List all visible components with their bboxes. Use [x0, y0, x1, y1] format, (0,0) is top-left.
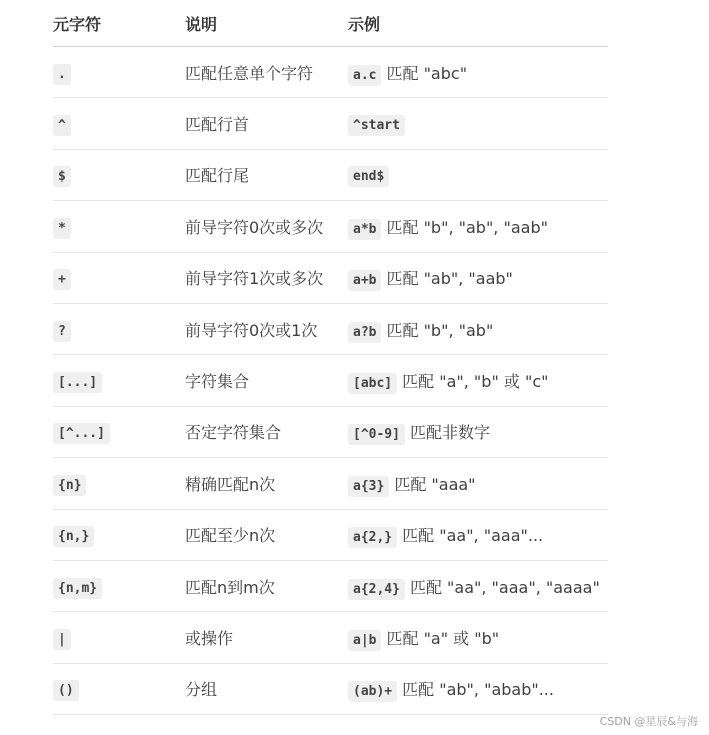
- example-text: 匹配 "b", "ab", "aab": [386, 217, 548, 237]
- example-code: ^start: [348, 115, 405, 136]
- metachar-code: {n,}: [53, 526, 94, 547]
- description-text: 否定字符集合: [185, 423, 282, 443]
- table-row: [53, 561, 608, 612]
- example-code: (ab)+: [348, 681, 397, 702]
- metachar-code: ^: [53, 115, 71, 136]
- metachar-code: {n}: [53, 475, 86, 496]
- table-row: [53, 407, 608, 458]
- csdn-watermark: CSDN @星辰&与海: [599, 715, 698, 728]
- metachar-code: |: [53, 629, 71, 650]
- example-text: 匹配 "b", "ab": [386, 320, 494, 340]
- table-row: [53, 253, 608, 304]
- description-text: 前导字符0次或1次: [185, 320, 318, 340]
- header-metachar: 元字符: [53, 14, 102, 34]
- table-row: [53, 355, 608, 406]
- description-text: 前导字符0次或多次: [185, 217, 324, 237]
- description-text: 前导字符1次或多次: [185, 269, 324, 289]
- table-row: [53, 201, 608, 252]
- example-code: a?b: [348, 322, 381, 343]
- description-text: 字符集合: [185, 372, 250, 392]
- metachar-code: .: [53, 64, 71, 85]
- example-text: 匹配 "aaa": [394, 474, 476, 494]
- metachar-code: (): [53, 680, 79, 701]
- example-code: a{2,}: [348, 527, 397, 548]
- example-code: [^0-9]: [348, 424, 405, 445]
- example-text: 匹配 "a", "b" 或 "c": [402, 372, 549, 392]
- description-text: 匹配任意单个字符: [185, 63, 314, 83]
- table-row: [53, 98, 608, 149]
- example-code: [abc]: [348, 373, 397, 394]
- metachar-code: [...]: [53, 372, 102, 393]
- table-header: [53, 0, 608, 47]
- example-text: 匹配 "a" 或 "b": [386, 628, 500, 648]
- metachar-code: $: [53, 166, 71, 187]
- example-text: 匹配 "ab", "aab": [386, 269, 513, 289]
- example-text: 匹配 "aa", "aaa", "aaaa": [409, 577, 600, 597]
- table-row: [53, 612, 608, 663]
- description-text: 匹配行尾: [185, 166, 250, 186]
- header-description: 说明: [185, 14, 218, 34]
- table-row: [53, 47, 608, 98]
- example-code: a.c: [348, 65, 381, 86]
- example-code: a{3}: [348, 476, 389, 497]
- example-code: a+b: [348, 270, 381, 291]
- metachar-code: *: [53, 218, 71, 239]
- description-text: 匹配至少n次: [185, 526, 276, 546]
- example-text: 匹配 "aa", "aaa"...: [402, 526, 544, 546]
- example-code: end$: [348, 166, 389, 187]
- header-example: 示例: [348, 14, 381, 34]
- description-text: 匹配行首: [185, 115, 250, 135]
- example-code: a*b: [348, 219, 381, 240]
- description-text: 精确匹配n次: [185, 474, 276, 494]
- table-row: [53, 458, 608, 509]
- table-row: [53, 510, 608, 561]
- description-text: 分组: [185, 680, 218, 700]
- example-text: 匹配非数字: [409, 423, 490, 443]
- metachar-code: ?: [53, 321, 71, 342]
- table-row: [53, 150, 608, 201]
- metachar-code: [^...]: [53, 423, 110, 444]
- description-text: 或操作: [185, 628, 234, 648]
- example-text: 匹配 "ab", "abab"...: [402, 680, 554, 700]
- metachar-table: [53, 0, 608, 715]
- table-row: [53, 304, 608, 355]
- metachar-code: {n,m}: [53, 578, 102, 599]
- table-row: [53, 664, 608, 715]
- example-text: 匹配 "abc": [386, 63, 468, 83]
- description-text: 匹配n到m次: [185, 577, 275, 597]
- example-code: a|b: [348, 630, 381, 651]
- example-code: a{2,4}: [348, 579, 405, 600]
- metachar-code: +: [53, 269, 71, 290]
